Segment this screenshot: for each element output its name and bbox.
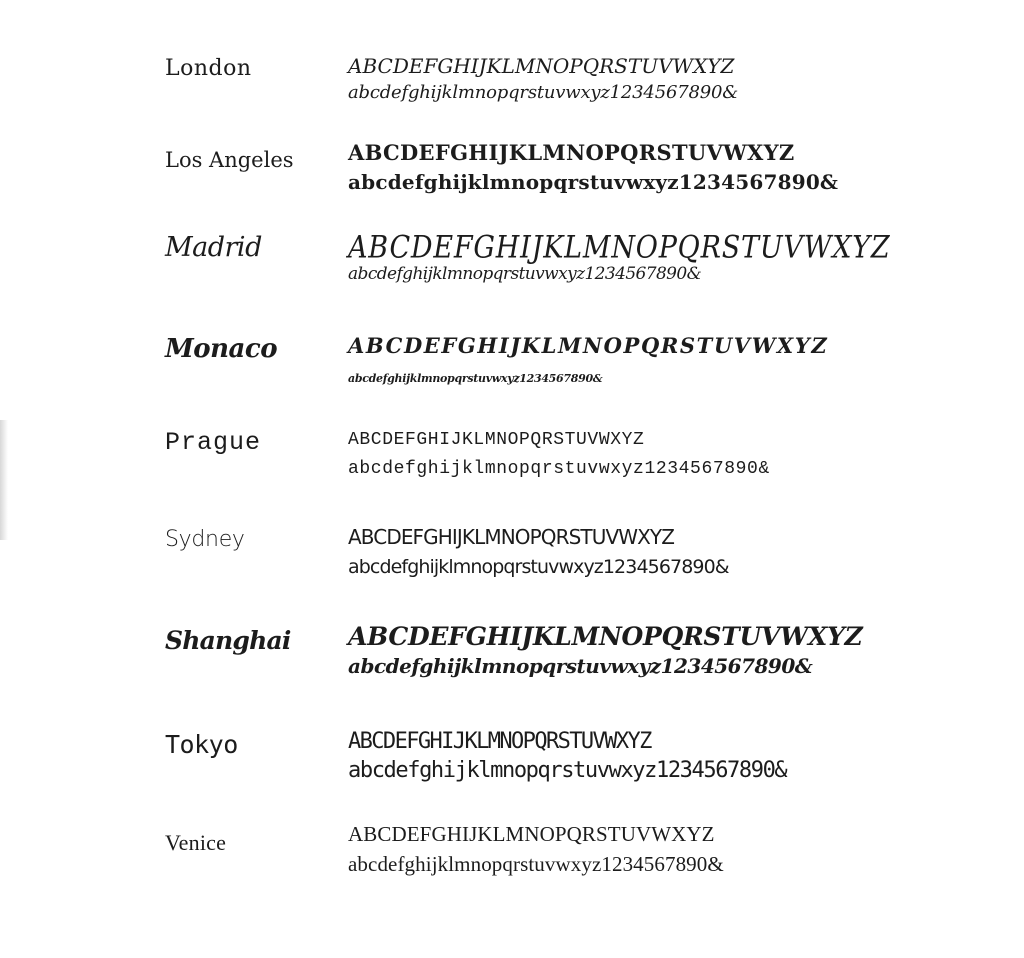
sample-uppercase-sydney: ABCDEFGHIJKLMNOPQRSTUVWXYZ bbox=[348, 525, 675, 549]
sample-lowercase-madrid: abcdefghijklmnopqrstuvwxyz1234567890& bbox=[348, 264, 702, 284]
font-name-prague: Prague bbox=[165, 428, 262, 457]
sample-uppercase-madrid: ABCDEFGHIJKLMNOPQRSTUVWXYZ bbox=[348, 230, 891, 266]
sample-lowercase-los-angeles: abcdefghijklmnopqrstuvwxyz1234567890& bbox=[348, 170, 839, 194]
font-name-venice: Venice bbox=[165, 830, 227, 855]
sample-lowercase-venice: abcdefghijklmnopqrstuvwxyz1234567890& bbox=[348, 852, 724, 876]
font-name-madrid: Madrid bbox=[165, 232, 262, 263]
font-name-london: London bbox=[165, 56, 252, 81]
sample-lowercase-monaco: abcdefghijklmnopqrstuvwxyz1234567890& bbox=[348, 372, 603, 385]
sample-lowercase-london: abcdefghijklmnopqrstuvwxyz1234567890& bbox=[348, 82, 739, 103]
sample-uppercase-prague: ABCDEFGHIJKLMNOPQRSTUVWXYZ bbox=[348, 430, 645, 450]
sample-uppercase-los-angeles: ABCDEFGHIJKLMNOPQRSTUVWXYZ bbox=[348, 140, 795, 165]
sample-lowercase-tokyo: abcdefghijklmnopqrstuvwxyz1234567890& bbox=[348, 758, 787, 783]
sample-uppercase-venice: ABCDEFGHIJKLMNOPQRSTUVWXYZ bbox=[348, 822, 715, 846]
sample-uppercase-monaco: ABCDEFGHIJKLMNOPQRSTUVWXYZ bbox=[348, 333, 829, 358]
font-name-monaco: Monaco bbox=[165, 334, 278, 364]
font-name-tokyo: Tokyo bbox=[165, 730, 238, 759]
font-name-sydney: Sydney bbox=[165, 527, 245, 552]
sample-uppercase-tokyo: ABCDEFGHIJKLMNOPQRSTUVWXYZ bbox=[348, 729, 651, 754]
sample-uppercase-shanghai: ABCDEFGHIJKLMNOPQRSTUVWXYZ bbox=[348, 622, 863, 651]
sample-lowercase-shanghai: abcdefghijklmnopqrstuvwxyz1234567890& bbox=[348, 654, 813, 678]
sample-uppercase-london: ABCDEFGHIJKLMNOPQRSTUVWXYZ bbox=[348, 54, 735, 78]
page-edge-shadow bbox=[0, 420, 8, 540]
sample-lowercase-prague: abcdefghijklmnopqrstuvwxyz1234567890& bbox=[348, 459, 770, 479]
sample-lowercase-sydney: abcdefghijklmnopqrstuvwxyz1234567890& bbox=[348, 556, 729, 578]
font-name-los-angeles: Los Angeles bbox=[165, 148, 294, 172]
font-name-shanghai: Shanghai bbox=[165, 626, 291, 655]
